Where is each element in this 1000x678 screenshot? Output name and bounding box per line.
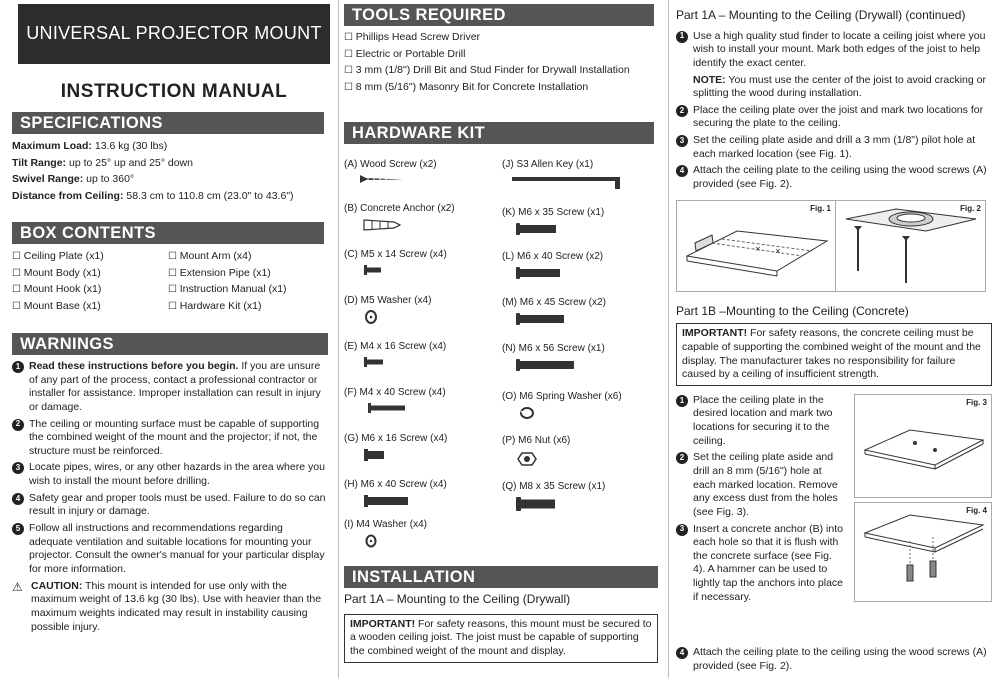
warning-bold: Read these instructions before you begin. [29, 360, 239, 372]
spec-value: 13.6 kg (30 lbs) [94, 140, 168, 152]
hardware-item-k [502, 206, 604, 236]
part-1b-title: Part 1B –Mounting to the Ceiling (Concrete) [676, 303, 909, 318]
warnings-heading: WARNINGS [12, 333, 328, 355]
hardware-label: (C) M5 x 14 Screw (x4) [344, 249, 447, 260]
step-number-icon: 1 [12, 361, 24, 373]
box-item: ☐ Mount Base (x1) [12, 300, 168, 314]
installation-heading: INSTALLATION [344, 566, 658, 588]
hardware-item-b [344, 202, 455, 232]
step-text: Insert a concrete anchor (B) into each hole so that it is flush with the concrete surface (see Fig. 4). A hammer can be used to lightly tap the anchors into place if necessary. [693, 522, 844, 603]
product-title: UNIVERSAL PROJECTOR MOUNT [18, 4, 330, 64]
spec-label: Swivel Range: [12, 173, 84, 186]
svg-text:×: × [755, 244, 761, 253]
screw-m6x40-icon [344, 494, 424, 508]
box-contents-section [12, 222, 324, 314]
spec-label: Distance from Ceiling: [12, 189, 124, 202]
spec-value: 58.3 cm to 110.8 cm (23.0" to 43.6") [126, 189, 294, 202]
screw-m4x16-icon [344, 356, 394, 368]
hardware-list [344, 144, 654, 546]
tools-heading: TOOLS REQUIRED [344, 4, 654, 26]
step-number-icon: 1 [676, 31, 688, 43]
important-label: IMPORTANT! [350, 617, 416, 630]
step-text: Place the ceiling plate in the desired location and mark two locations for securing it to the ceiling. [693, 393, 833, 447]
box-item: ☐ Extension Pipe (x1) [168, 267, 324, 281]
screw-m6x45-icon [502, 312, 582, 326]
hardware-item-f [344, 386, 446, 414]
concrete-ceiling-holes-illustration [855, 395, 991, 497]
step-text: Attach the ceiling plate to the ceiling using the wood screws (A) provided (see Fig. 2). [693, 164, 987, 190]
warning-text: Safety gear and proper tools must be used. Failure to do so can result in injury or damage. [29, 491, 326, 518]
hardware-label: (E) M4 x 16 Screw (x4) [344, 341, 447, 352]
tool-item: ☐ 3 mm (1/8") Drill Bit and Stud Finder for Drywall Installation [344, 64, 654, 78]
hardware-label: (G) M6 x 16 Screw (x4) [344, 433, 448, 444]
column-right [668, 0, 1000, 678]
caution-item [12, 580, 328, 635]
hardware-label: (P) M6 Nut (x6) [502, 435, 571, 446]
screw-m6x35-icon [502, 222, 582, 236]
important-box-concrete [676, 323, 992, 386]
important-text: For safety reasons, this mount must be secured to a wooden ceiling joist. The joist must be capable of supporting the combined weight of the mount and display. [350, 617, 652, 657]
hardware-item-g [344, 432, 447, 462]
step-text: Set the ceiling plate aside and drill an 8 mm (5/16") hole at each marked location. Remove any excess dust from the holes (see Fig. 3). [693, 451, 838, 518]
note [693, 74, 992, 101]
box-item: ☐ Mount Hook (x1) [12, 283, 168, 297]
important-label: IMPORTANT! [682, 327, 748, 340]
hardware-section [344, 122, 654, 546]
box-item: ☐ Instruction Manual (x1) [168, 283, 324, 297]
warning-text: If you are unsure of any part of the process, contact a professional contractor or installer for assistance. Improper installation can result in injury or damage. [29, 360, 321, 413]
figure-2 [836, 200, 986, 292]
hardware-item-i [344, 518, 427, 548]
spec-value: up to 360° [86, 173, 135, 186]
washer-m4-icon [344, 534, 394, 548]
installation-section [344, 566, 658, 663]
hardware-item-m [502, 296, 606, 326]
warning-text: Locate pipes, wires, or any other hazards in the area where you wish to install the mount before drilling. [29, 461, 325, 488]
warning-item [12, 492, 328, 519]
screw-m5x14-icon [344, 264, 394, 276]
screw-m6x56-icon [502, 358, 602, 372]
hardware-item-a [344, 158, 437, 184]
important-box-drywall [344, 614, 658, 663]
warning-item [12, 461, 328, 488]
step-item [676, 394, 846, 449]
figure-4 [854, 502, 992, 602]
column-middle [338, 0, 668, 678]
hardware-item-d [344, 294, 431, 324]
hardware-heading: HARDWARE KIT [344, 122, 654, 144]
figure-1 [676, 200, 836, 292]
manual-title: INSTRUCTION MANUAL [60, 81, 288, 102]
spec-label: Maximum Load: [12, 140, 92, 152]
figure-label: Fig. 1 [810, 203, 831, 213]
screw-m4x40-icon [344, 402, 424, 414]
concrete-steps [676, 394, 992, 605]
hardware-label: (B) Concrete Anchor (x2) [344, 203, 455, 214]
figure-label: Fig. 4 [966, 505, 987, 515]
ceiling-plate-screws-illustration [836, 201, 984, 291]
figure-label: Fig. 2 [960, 203, 981, 213]
hardware-item-l [502, 250, 603, 280]
screw-m6x16-icon [344, 448, 394, 462]
concrete-anchor-icon [344, 218, 404, 232]
step-item [676, 164, 992, 191]
spec-value: up to 25° up and 25° down [68, 156, 193, 169]
tool-item: ☐ 8 mm (5/16") Masonry Bit for Concrete Installation [344, 81, 654, 95]
figure-label: Fig. 3 [966, 397, 987, 407]
figure-3 [854, 394, 992, 498]
part-1a-title: Part 1A – Mounting to the Ceiling (Drywall) [344, 592, 571, 606]
step-number-icon: 2 [12, 419, 24, 431]
step-item [676, 646, 992, 673]
svg-text:×: × [775, 246, 781, 255]
hardware-label: (F) M4 x 40 Screw (x4) [344, 387, 446, 398]
spec-line [12, 173, 324, 187]
figures-1-2 [676, 200, 992, 292]
hardware-item-q [502, 480, 605, 512]
box-item: ☐ Mount Arm (x4) [168, 250, 324, 264]
important-text: For safety reasons, the concrete ceiling must be capable of supporting the combined weight of the mount and the display. The manufacturer takes no responsibility for failure caused by a ceiling of insufficient strength. [682, 327, 981, 381]
box-item: ☐ Mount Body (x1) [12, 267, 168, 281]
note-text: You must use the center of the joist to avoid cracking or splitting the wood during installation. [693, 73, 986, 100]
step-item [676, 104, 992, 131]
warning-item [12, 360, 328, 415]
hardware-item-e [344, 340, 446, 368]
warning-text: Follow all instructions and recommendations regarding adequate ventilation and suitable locations for mounting your projector. Consult the owner's manual for your particular display for more information. [29, 522, 325, 575]
hardware-label: (H) M6 x 40 Screw (x4) [344, 479, 447, 490]
hardware-item-c [344, 248, 447, 276]
step-number-icon: 1 [676, 395, 688, 407]
warning-item [12, 418, 328, 459]
hardware-label: (O) M6 Spring Washer (x6) [502, 391, 622, 402]
caution-text: This mount is intended for use only with the maximum weight of 13.6 kg (30 lbs). Use with heavier than the maximum weights indicated may result in instability causing possible injury. [31, 579, 322, 633]
step-number-icon: 3 [12, 462, 24, 474]
step-number-icon: 4 [12, 493, 24, 505]
warning-item [12, 522, 328, 577]
part-1a-continued-title: Part 1A – Mounting to the Ceiling (Drywall) (continued) [676, 8, 966, 22]
concrete-anchors-illustration [855, 503, 991, 601]
screw-m6x40-icon [502, 266, 582, 280]
step-text: Use a high quality stud finder to locate a ceiling joist where you wish to install your mount. Mark both edges of the joist to help identify the exact center. [693, 29, 986, 69]
step-number-icon: 4 [676, 647, 688, 659]
step-number-icon: 3 [676, 135, 688, 147]
hardware-item-o [502, 390, 622, 420]
specifications-heading: SPECIFICATIONS [12, 112, 324, 134]
hardware-label: (K) M6 x 35 Screw (x1) [502, 207, 605, 218]
step-number-icon: 2 [676, 105, 688, 117]
step-number-icon: 5 [12, 523, 24, 535]
specifications-section [12, 112, 324, 207]
step-item [676, 523, 846, 605]
tools-section [344, 4, 654, 98]
step-text: Place the ceiling plate over the joist and mark two locations for securing the plate to the ceiling. [693, 103, 984, 130]
warning-text: The ceiling or mounting surface must be capable of supporting the combined weight of the mount and the projector; if not, the structure must be reinforced. [29, 417, 320, 457]
box-item: ☐ Hardware Kit (x1) [168, 300, 324, 314]
note-label: NOTE: [693, 73, 726, 86]
hardware-label: (J) S3 Allen Key (x1) [502, 159, 594, 170]
spring-washer-icon [502, 406, 552, 420]
allen-key-icon [502, 174, 632, 192]
step-item [676, 451, 846, 519]
hardware-item-j [502, 158, 632, 192]
spec-line [12, 190, 324, 204]
column-left [0, 0, 338, 678]
tool-item: ☐ Phillips Head Screw Driver [344, 31, 654, 45]
hardware-item-n [502, 342, 605, 372]
wood-screw-icon [344, 174, 404, 184]
hardware-item-h [344, 478, 447, 508]
step-text: Set the ceiling plate aside and drill a 3 mm (1/8") pilot hole at each marked location (see Fig. 1). [693, 134, 976, 160]
step-text: Attach the ceiling plate to the ceiling using the wood screws (A) provided (see Fig. 2). [693, 646, 987, 672]
caution-bold: CAUTION: [31, 579, 83, 592]
warnings-section [12, 333, 328, 637]
warning-triangle-icon: ⚠ [12, 579, 23, 594]
screw-m8x35-icon [502, 496, 582, 512]
hardware-label: (A) Wood Screw (x2) [344, 159, 437, 170]
step-number-icon: 3 [676, 524, 688, 536]
spec-label: Tilt Range: [12, 156, 67, 169]
hardware-label: (N) M6 x 56 Screw (x1) [502, 343, 605, 354]
hardware-label: (D) M5 Washer (x4) [344, 295, 432, 306]
hardware-item-p [502, 434, 570, 468]
box-item: ☐ Ceiling Plate (x1) [12, 250, 168, 264]
ceiling-plate-drywall-illustration [677, 201, 835, 291]
step-number-icon: 2 [676, 452, 688, 464]
hardware-label: (I) M4 Washer (x4) [344, 519, 427, 530]
hardware-label: (Q) M8 x 35 Screw (x1) [502, 481, 606, 492]
hardware-label: (L) M6 x 40 Screw (x2) [502, 251, 604, 262]
washer-m5-icon [344, 310, 394, 324]
nut-icon [502, 450, 552, 468]
step-item [676, 30, 992, 71]
step-item [676, 134, 992, 161]
box-contents-heading: BOX CONTENTS [12, 222, 324, 244]
spec-line [12, 140, 324, 154]
spec-line [12, 157, 324, 171]
step-number-icon: 4 [676, 165, 688, 177]
hardware-label: (M) M6 x 45 Screw (x2) [502, 297, 606, 308]
tool-item: ☐ Electric or Portable Drill [344, 48, 654, 62]
